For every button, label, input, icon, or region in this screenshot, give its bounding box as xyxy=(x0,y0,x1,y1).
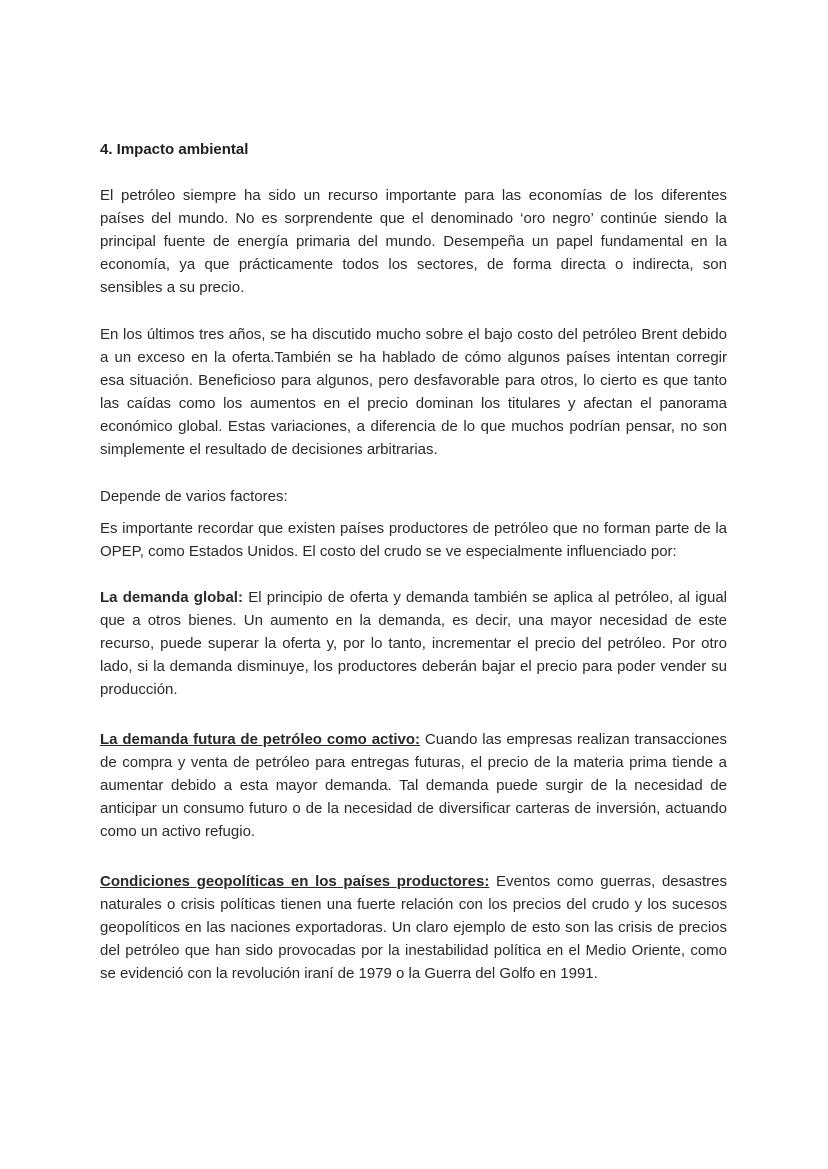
intro-paragraph: El petróleo siempre ha sido un recurso importante para las economías de los diferentes países del mundo. No es sorprendente que el denominado ‘oro negro’ continúe siendo la principal fuente de energía primaria del mundo. Desempeña un papel fundamental en la economía, ya que prácticamente todos los sectores, de forma directa o indirecta, son sensibles a su precio. xyxy=(100,187,727,296)
factor-geopolitics-paragraph xyxy=(100,870,727,985)
factor-global-demand-paragraph xyxy=(100,586,727,701)
factors-intro-paragraph: Es importante recordar que existen países productores de petróleo que no forman parte de la OPEP, como Estados Unidos. El costo del crudo se ve especialmente influenciado por: xyxy=(100,520,727,560)
factors-label: Depende de varios factores: xyxy=(100,488,288,505)
market-context-paragraph: En los últimos tres años, se ha discutido mucho sobre el bajo costo del petróleo Brent debido a un exceso en la oferta.También se ha hablado de cómo algunos países intentan corregir esa situación. Beneficioso para algunos, pero desfavorable para otros, lo cierto es que tanto las caídas como los aumentos en el precio dominan los titulares y afectan el panorama económico global. Estas variaciones, a diferencia de lo que muchos podrían pensar, no son simplemente el resultado de decisiones arbitrarias. xyxy=(100,326,727,458)
factor-global-demand-lead: La demanda global: xyxy=(100,589,243,606)
section-heading: 4. Impacto ambiental xyxy=(100,141,249,158)
factor-future-demand-lead: La demanda futura de petróleo como activo: xyxy=(100,731,421,748)
factor-geopolitics-lead: Condiciones geopolíticas en los países productores: xyxy=(100,873,490,890)
factor-geopolitics-body: Eventos como guerras, desastres naturales o crisis políticas tienen una fuerte relación con los precios del crudo y los sucesos geopolíticos en las naciones exportadoras. Un claro ejemplo de esto son las crisis de precios del petróleo que han sido provocadas por la inestabilidad política en el Medio Oriente, como se evidenció con la revolución iraní de 1979 o la Guerra del Golfo en 1991. xyxy=(100,873,727,982)
factor-global-demand-body: El principio de oferta y demanda también se aplica al petróleo, al igual que a otros bienes. Un aumento en la demanda, es decir, una mayor necesidad de este recurso, puede superar la oferta y, por lo tanto, incrementar el precio del petróleo. Por otro lado, si la demanda disminuye, los productores deberán bajar el precio para poder vender su producción. xyxy=(100,589,727,698)
factor-future-demand-body: Cuando las empresas realizan transacciones de compra y venta de petróleo para entregas futuras, el precio de la materia prima tiende a aumentar debido a esta mayor demanda. Tal demanda puede surgir de la necesidad de anticipar un consumo futuro o de la necesidad de diversificar carteras de inversión, actuando como un activo refugio. xyxy=(100,731,727,840)
factor-future-demand-paragraph xyxy=(100,728,727,843)
